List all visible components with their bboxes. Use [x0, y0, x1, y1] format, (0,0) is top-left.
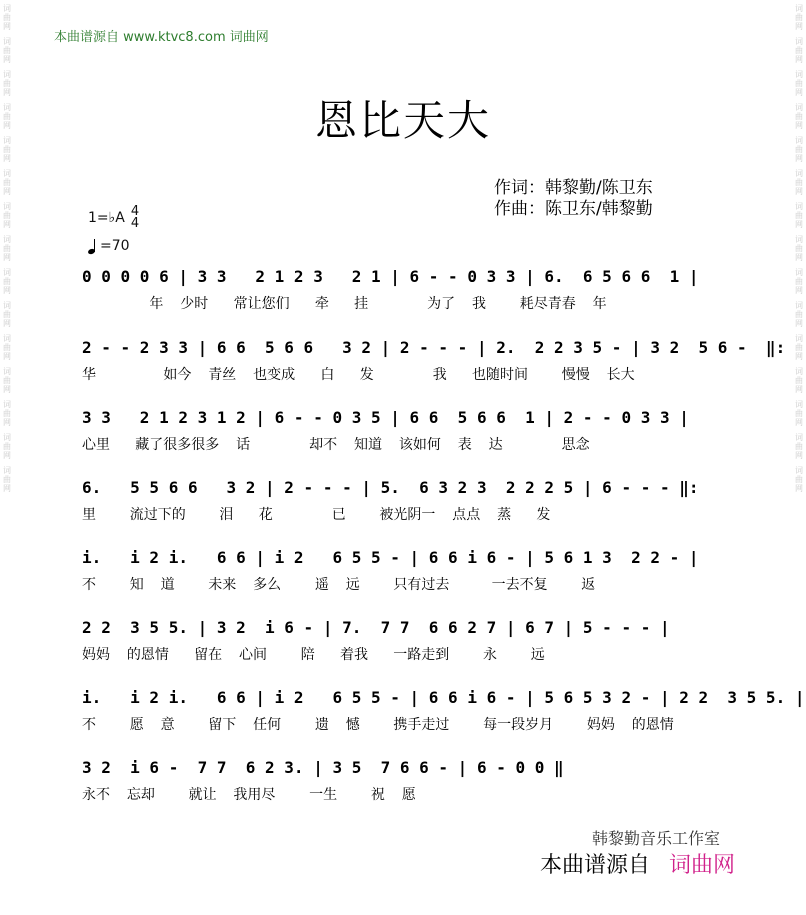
watermark-glyph: 词: [3, 4, 11, 13]
watermark-glyph: 曲: [3, 310, 11, 319]
footer-brand: [540, 848, 735, 879]
footer-site-name: 词曲网: [669, 853, 736, 878]
time-signature: [131, 206, 139, 230]
watermark-unit: [3, 202, 11, 229]
watermark-glyph: 词: [795, 466, 803, 475]
watermark-glyph: 网: [3, 187, 11, 196]
watermark-glyph: 词: [3, 103, 11, 112]
watermark-glyph: 词: [795, 433, 803, 442]
watermark-glyph: 网: [795, 121, 803, 130]
watermark-glyph: 网: [795, 88, 803, 97]
watermark-glyph: 网: [3, 220, 11, 229]
watermark-glyph: 曲: [795, 277, 803, 286]
watermark-unit: [3, 433, 11, 460]
watermark-glyph: 曲: [795, 244, 803, 253]
watermark-unit: [3, 400, 11, 427]
watermark-glyph: 网: [3, 154, 11, 163]
score-row: [82, 337, 786, 385]
watermark-glyph: 词: [795, 103, 803, 112]
watermark-glyph: 网: [3, 451, 11, 460]
lyrics-line: 心里 藏了很多很多 话 却不 知道 该如何 表 达 思念: [82, 437, 590, 453]
source-note: 本曲谱源自 www.ktvc8.com 词曲网: [54, 30, 269, 45]
notation-line: 0 0 0 0 6 | 3 3 2 1 2 3 2 1 | 6 - - 0 3 3 | 6. 6 5 6 6 1 |: [82, 267, 699, 286]
watermark-glyph: 词: [795, 70, 803, 79]
watermark-glyph: 曲: [3, 475, 11, 484]
watermark-glyph: 曲: [795, 442, 803, 451]
watermark-glyph: 网: [795, 451, 803, 460]
score-row: [82, 547, 732, 595]
score-row: [82, 266, 732, 314]
watermark-glyph: 曲: [3, 145, 11, 154]
watermark-unit: [795, 466, 803, 493]
watermark-glyph: 曲: [3, 277, 11, 286]
watermark-glyph: 曲: [3, 442, 11, 451]
watermark-glyph: 曲: [795, 46, 803, 55]
watermark-glyph: 网: [3, 55, 11, 64]
watermark-glyph: 曲: [795, 178, 803, 187]
lyrics-line: 永不 忘却 就让 我用尽 一生 祝 愿: [82, 787, 416, 803]
time-signature-bottom: 4: [130, 216, 140, 231]
watermark-unit: [3, 235, 11, 262]
watermark-glyph: 曲: [795, 475, 803, 484]
watermark-unit: [795, 169, 803, 196]
watermark-glyph: 网: [3, 253, 11, 262]
watermark-unit: [3, 466, 11, 493]
watermark-glyph: 曲: [3, 409, 11, 418]
key-and-tempo: [88, 206, 139, 254]
watermark-glyph: 词: [3, 136, 11, 145]
watermark-glyph: 网: [795, 154, 803, 163]
watermark-glyph: 词: [795, 169, 803, 178]
notation-line: 3 3 2 1 2 3 1 2 | 6 - - 0 3 5 | 6 6 5 6 6 1 | 2 - - 0 3 3 |: [82, 408, 689, 427]
watermark-glyph: 曲: [3, 13, 11, 22]
watermark-glyph: 网: [3, 286, 11, 295]
score-row: [82, 407, 732, 455]
watermark-glyph: 词: [3, 433, 11, 442]
watermark-glyph: 曲: [3, 376, 11, 385]
watermark-glyph: 词: [795, 367, 803, 376]
lyrics-line: 年 少时 常让您们 牵 挂 为了 我 耗尽青春 年: [82, 296, 607, 312]
watermark-unit: [795, 4, 803, 31]
watermark-glyph: 词: [795, 235, 803, 244]
watermark-glyph: 网: [795, 418, 803, 427]
score-row: [82, 687, 805, 735]
watermark-glyph: 网: [795, 220, 803, 229]
watermark-glyph: 网: [795, 484, 803, 493]
score-row: [82, 477, 732, 525]
lyrics-line: 不 知 道 未来 多么 遥 远 只有过去 一去不复 返: [82, 577, 596, 593]
watermark-unit: [795, 37, 803, 64]
watermark-unit: [795, 235, 803, 262]
watermark-glyph: 词: [3, 400, 11, 409]
song-title: 恩比天大: [314, 96, 491, 145]
watermark-glyph: 词: [3, 466, 11, 475]
watermark-glyph: 词: [795, 4, 803, 13]
watermark-unit: [3, 169, 11, 196]
watermark-glyph: 词: [3, 268, 11, 277]
footer-source-text: 本曲谱源自: [540, 853, 651, 878]
watermark-glyph: 网: [795, 319, 803, 328]
watermark-glyph: 网: [3, 484, 11, 493]
watermark-glyph: 网: [3, 319, 11, 328]
watermark-glyph: 词: [3, 301, 11, 310]
watermark-unit: [3, 37, 11, 64]
watermark-unit: [3, 301, 11, 328]
notation-line: i. i 2 i. 6 6 | i 2 6 5 5 - | 6 6 i 6 - | 5 6 1 3 2 2 - |: [82, 548, 699, 567]
watermark-unit: [3, 334, 11, 361]
notation-line: i. i 2 i. 6 6 | i 2 6 5 5 - | 6 6 i 6 - | 5 6 5 3 2 - | 2 2 3 5 5. |: [82, 688, 805, 707]
composer-credit: 作曲：陈卫东/韩黎勤: [494, 199, 653, 219]
watermark-glyph: 词: [3, 169, 11, 178]
notation-line: 2 - - 2 3 3 | 6 6 5 6 6 3 2 | 2 - - - | 2. 2 2 3 5 - | 3 2 5 6 - ‖:: [82, 338, 786, 357]
watermark-glyph: 曲: [3, 343, 11, 352]
lyrics-line: 里 流过下的 泪 花 已 被光阴一 点点 蒸 发: [82, 507, 551, 523]
watermark-glyph: 词: [795, 400, 803, 409]
quarter-note-icon: [88, 238, 98, 254]
watermark-glyph: 曲: [795, 145, 803, 154]
score-row: [82, 757, 732, 805]
watermark-glyph: 网: [795, 286, 803, 295]
watermark-unit: [795, 202, 803, 229]
watermark-glyph: 曲: [795, 409, 803, 418]
notation-line: 2 2 3 5 5. | 3 2 i 6 - | 7. 7 7 6 6 2 7 | 6 7 | 5 - - - |: [82, 618, 670, 637]
watermark-glyph: 曲: [795, 376, 803, 385]
watermark-glyph: 曲: [795, 211, 803, 220]
studio-credit: 韩黎勤音乐工作室: [592, 829, 721, 848]
watermark-glyph: 网: [3, 385, 11, 394]
watermark-glyph: 词: [795, 334, 803, 343]
watermark-glyph: 网: [3, 22, 11, 31]
lyrics-line: 不 愿 意 留下 任何 遗 憾 携手走过 每一段岁月 妈妈 的恩情: [82, 717, 674, 733]
watermark-unit: [795, 367, 803, 394]
watermark-glyph: 曲: [795, 13, 803, 22]
watermark-glyph: 词: [795, 268, 803, 277]
lyricist-credit: 作词：韩黎勤/陈卫东: [494, 178, 653, 198]
watermark-glyph: 网: [795, 253, 803, 262]
watermark-glyph: 词: [795, 37, 803, 46]
watermark-glyph: 网: [795, 385, 803, 394]
notation-line: 6. 5 5 6 6 3 2 | 2 - - - | 5. 6 3 2 3 2 2 2 5 | 6 - - - ‖:: [82, 478, 699, 497]
watermark-glyph: 词: [795, 136, 803, 145]
watermark-glyph: 词: [795, 202, 803, 211]
watermark-unit: [3, 268, 11, 295]
watermark-unit: [3, 4, 11, 31]
watermark-glyph: 曲: [3, 46, 11, 55]
watermark-glyph: 曲: [795, 79, 803, 88]
watermark-glyph: 网: [795, 352, 803, 361]
watermark-glyph: 曲: [795, 310, 803, 319]
watermark-unit: [795, 433, 803, 460]
watermark-unit: [795, 334, 803, 361]
watermark-glyph: 词: [3, 367, 11, 376]
watermark-unit: [795, 268, 803, 295]
score-row: [82, 617, 732, 665]
watermark-unit: [795, 400, 803, 427]
watermark-glyph: 曲: [3, 244, 11, 253]
lyrics-line: 妈妈 的恩情 留在 心间 陪 着我 一路走到 永 远: [82, 647, 545, 663]
watermark-glyph: 曲: [795, 343, 803, 352]
watermark-glyph: 网: [795, 22, 803, 31]
key-signature: 1=♭A: [88, 210, 125, 226]
watermark-glyph: 网: [3, 352, 11, 361]
credits: [494, 178, 653, 220]
watermark-glyph: 词: [3, 235, 11, 244]
watermark-glyph: 网: [3, 88, 11, 97]
watermark-unit: [795, 301, 803, 328]
watermark-glyph: 词: [3, 70, 11, 79]
watermark-glyph: 曲: [3, 79, 11, 88]
watermark-glyph: 曲: [795, 112, 803, 121]
watermark-glyph: 词: [3, 202, 11, 211]
watermark-glyph: 网: [3, 418, 11, 427]
watermark-glyph: 词: [795, 301, 803, 310]
watermark-glyph: 曲: [3, 211, 11, 220]
lyrics-line: 华 如今 青丝 也变成 白 发 我 也随时间 慢慢 长大: [82, 367, 635, 383]
watermark-glyph: 曲: [3, 112, 11, 121]
tempo-marking: =70: [100, 238, 130, 254]
watermark-glyph: 词: [3, 334, 11, 343]
watermark-glyph: 网: [795, 187, 803, 196]
watermark-unit: [3, 367, 11, 394]
watermark-glyph: 网: [795, 55, 803, 64]
time-signature-top: 4: [130, 204, 140, 219]
watermark-glyph: 词: [3, 37, 11, 46]
notation-line: 3 2 i 6 - 7 7 6 2 3. | 3 5 7 6 6 - | 6 - 0 0 ‖: [82, 758, 564, 777]
watermark-glyph: 网: [3, 121, 11, 130]
watermark-glyph: 曲: [3, 178, 11, 187]
